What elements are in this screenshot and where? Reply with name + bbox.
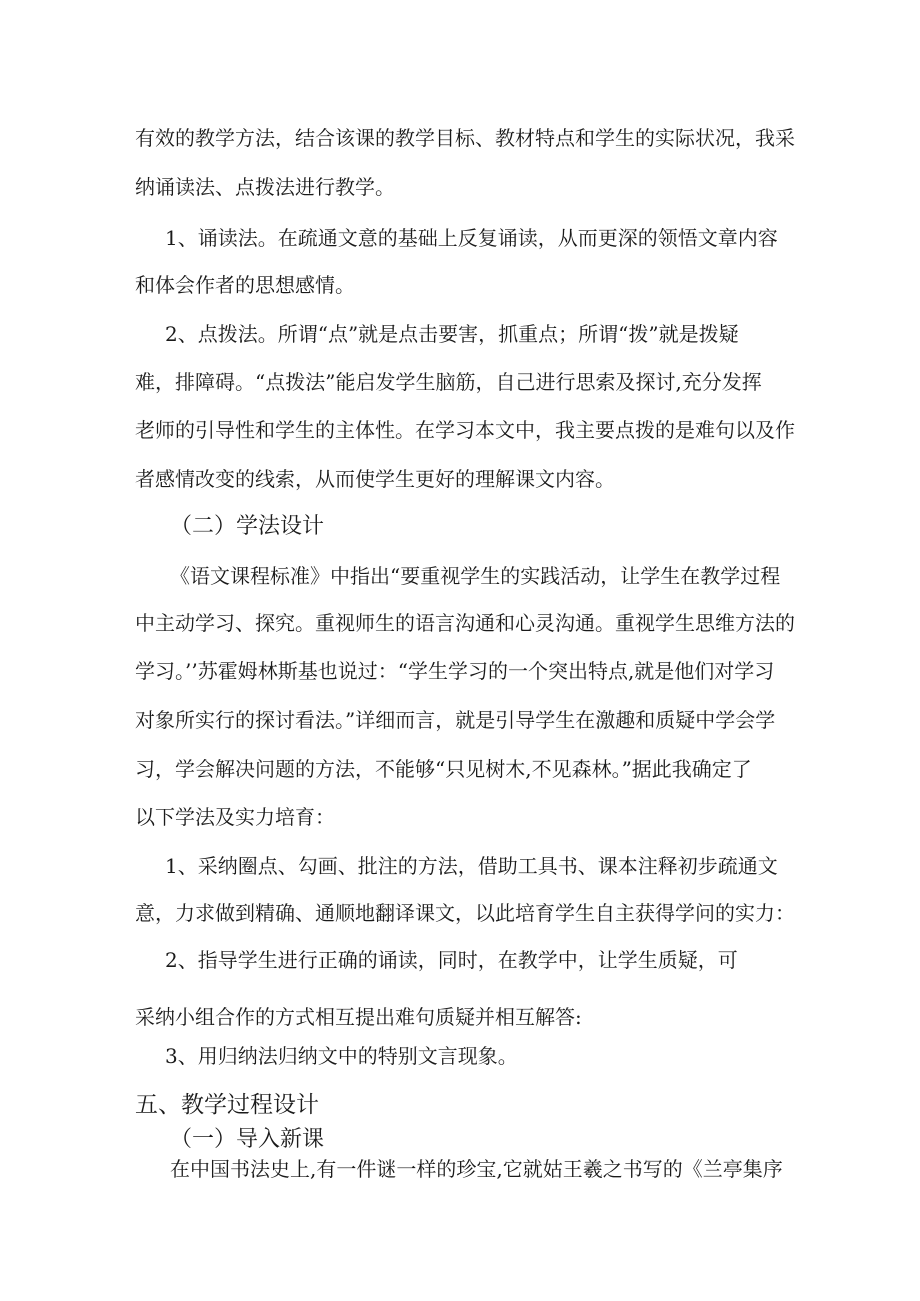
- paragraph-line: 者感情改变的线索，从而使学生更好的理解课文内容。: [135, 467, 615, 491]
- paragraph-line: 意，力求做到精确、通顺地翻译课文，以此培育学生自主获得学问的实力：: [135, 901, 795, 925]
- section-heading-daoru: （一）导入新课: [170, 1127, 325, 1152]
- section-heading-process: 五、教学过程设计: [135, 1092, 319, 1118]
- paragraph-line: 1、诵读法。在疏通文意的基础上反复诵读，从而更深的领悟文章内容: [165, 226, 778, 250]
- paragraph-line: 2、指导学生进行正确的诵读，同时，在教学中，让学生质疑，可: [165, 948, 738, 972]
- paragraph-line: 1、采纳圈点、勾画、批注的方法，借助工具书、课本注释初步疏通文: [165, 854, 778, 878]
- paragraph-line: 和体会作者的思想感情。: [135, 273, 355, 297]
- paragraph-line: 在中国书法史上,有一件谜一样的珍宝,它就姑王羲之书写的《兰亭集序: [170, 1157, 783, 1181]
- paragraph-line: 习，学会解决问题的方法，不能够“只见树木,不见森林。”据此我确定了: [135, 757, 752, 781]
- paragraph-line: 中主动学习、探究。重视师生的语言沟通和心灵沟通。重视学生思维方法的: [135, 611, 795, 635]
- paragraph-line: 以下学法及实力培育：: [135, 805, 335, 829]
- paragraph-line: 3、用归纳法归纳文中的特别文言现象。: [165, 1044, 518, 1068]
- paragraph-line: 《语文课程标准》中指出“要重视学生的实践活动，让学生在教学过程: [170, 564, 781, 588]
- paragraph-line: 难，排障碍。“点拨法”能启发学生脑筋，自己进行思索及探讨,充分发挥: [135, 370, 762, 394]
- paragraph-line: 对象所实行的探讨看法。”详细而言，就是引导学生在激趣和质疑中学会学: [135, 708, 776, 732]
- paragraph-line: 纳诵读法、点拨法进行教学。: [135, 175, 395, 199]
- paragraph-line: 老师的引导性和学生的主体性。在学习本文中，我主要点拨的是难句以及作: [135, 418, 795, 442]
- paragraph-line: 采纳小组合作的方式相互提出难句质疑并相互解答:: [135, 1005, 582, 1029]
- section-heading-xuefa: （二）学法设计: [170, 514, 325, 539]
- paragraph-line: 学习。’’苏霍姆林斯基也说过：“学生学习的一个突出特点,就是他们对学习: [135, 659, 775, 683]
- paragraph-line: 有效的教学方法，结合该课的教学目标、教材特点和学生的实际状况，我采: [135, 126, 795, 150]
- paragraph-line: 2、点拨法。所谓“点”就是点击要害，抓重点；所谓“拨”就是拨疑: [165, 322, 739, 346]
